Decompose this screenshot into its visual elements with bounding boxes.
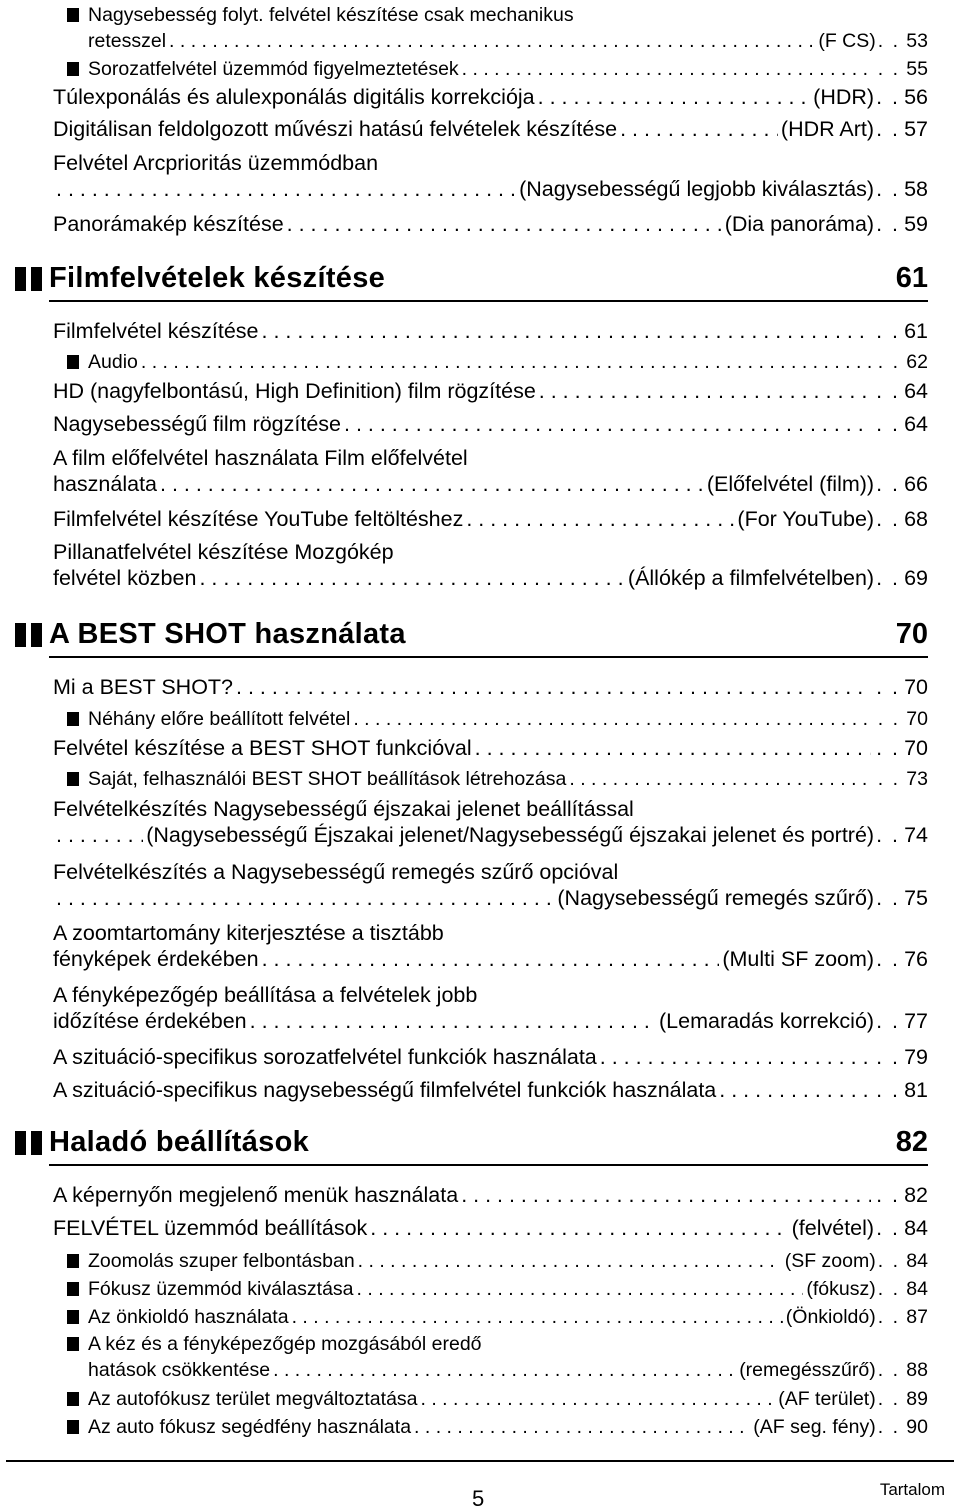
entry-row: [88, 56, 928, 82]
dot-separator: . .: [876, 823, 900, 847]
toc-entry[interactable]: [53, 859, 928, 911]
bullet-square-icon: [67, 62, 79, 76]
entry-tag: (Lemaradás korrekció): [659, 1009, 875, 1033]
entry-row: [88, 1414, 928, 1440]
dot-separator: . .: [877, 708, 900, 730]
toc-subentry[interactable]: [88, 1276, 928, 1302]
entry-tag: (Nagysebességű legjobb kiválasztás): [519, 177, 875, 201]
entry-tag: (Nagysebességű remegés szűrő): [557, 886, 875, 910]
toc-subentry[interactable]: [88, 349, 928, 375]
entry-page-number: 84: [906, 1278, 928, 1300]
bullet-square-icon: [67, 1310, 79, 1324]
section-rule: [49, 300, 928, 302]
dot-separator: . .: [876, 212, 900, 236]
dot-leader: [466, 506, 734, 532]
entry-title: Az auto fókusz segédfény használata: [88, 1416, 412, 1438]
toc-subentry[interactable]: [88, 1414, 928, 1440]
dot-separator: . .: [876, 1183, 900, 1207]
section-title: Haladó beállítások: [49, 1126, 310, 1158]
entry-title: használata: [53, 472, 157, 496]
toc-entry[interactable]: [53, 411, 928, 437]
entry-page-number: 57: [904, 117, 928, 141]
entry-row: [88, 766, 928, 792]
entry-page-number: 64: [904, 412, 928, 436]
entry-row: [53, 822, 928, 848]
entry-title: Filmfelvétel készítése YouTube feltöltéshez: [53, 507, 464, 531]
entry-title: Mi a BEST SHOT?: [53, 675, 234, 699]
dot-leader: [262, 946, 720, 972]
dot-leader: [600, 1044, 871, 1070]
entry-title: A képernyőn megjelenő menük használata: [53, 1183, 459, 1207]
bullet-square-icon: [67, 1254, 79, 1268]
entry-row: [53, 946, 928, 972]
entry-title-line1: Felvételkészítés a Nagysebességű remegés szűrő opcióval: [53, 860, 619, 884]
dot-separator: . .: [876, 379, 900, 403]
entry-title: A szituáció-specifikus nagysebességű filmfelvétel funkciók használata: [53, 1078, 717, 1102]
entry-page-number: 90: [906, 1416, 928, 1438]
entry-row: [88, 349, 928, 375]
toc-entry[interactable]: [53, 318, 928, 344]
entry-tag: (Előfelvétel (film)): [706, 472, 875, 496]
dot-leader: [56, 822, 143, 848]
dot-leader: [56, 885, 554, 911]
bullet-square-icon: [67, 712, 79, 726]
dot-leader: [292, 1304, 783, 1330]
dot-separator: . .: [877, 1250, 900, 1272]
section-header[interactable]: [15, 1128, 928, 1162]
entry-row: [88, 28, 928, 54]
entry-row: [53, 735, 928, 761]
entry-page-number: 88: [906, 1359, 928, 1381]
toc-entry[interactable]: [53, 1215, 928, 1241]
dot-leader: [287, 211, 722, 237]
entry-title: Az autofókusz terület megváltoztatása: [88, 1388, 418, 1410]
dot-leader: [160, 471, 704, 497]
entry-page-number: 61: [904, 319, 928, 343]
dot-leader: [569, 766, 872, 792]
entry-title: időzítése érdekében: [53, 1009, 247, 1033]
toc-entry[interactable]: [53, 1077, 928, 1103]
dot-leader: [357, 1276, 804, 1302]
entry-row: [53, 1182, 928, 1208]
dot-separator: . .: [877, 1416, 900, 1438]
entry-row: [53, 84, 928, 110]
entry-page-number: 70: [904, 675, 928, 699]
entry-page-number: 84: [906, 1250, 928, 1272]
dot-leader: [538, 84, 811, 110]
toc-entry[interactable]: [53, 735, 928, 761]
entry-title: Néhány előre beállított felvétel: [88, 708, 351, 730]
dot-separator: . .: [877, 1359, 900, 1381]
dot-separator: . .: [876, 412, 900, 436]
entry-tag: (HDR Art): [780, 117, 875, 141]
entry-page-number: 69: [904, 566, 928, 590]
entry-title: hatások csökkentése: [88, 1359, 271, 1381]
toc-subentry[interactable]: [88, 1386, 928, 1412]
entry-tag: (Multi SF zoom): [722, 947, 875, 971]
entry-page-number: 73: [906, 768, 928, 790]
dot-leader: [262, 318, 872, 344]
entry-page-number: 74: [904, 823, 928, 847]
entry-page-number: 70: [906, 708, 928, 730]
toc-subentry[interactable]: [88, 1248, 928, 1274]
entry-title: Az önkioldó használata: [88, 1306, 289, 1328]
dot-leader: [199, 565, 624, 591]
entry-page-number: 53: [906, 30, 928, 52]
entry-title: FELVÉTEL üzemmód beállítások: [53, 1216, 368, 1240]
dot-separator: . .: [877, 1278, 900, 1300]
entry-tag: (For YouTube): [737, 507, 875, 531]
entry-title: Panorámakép készítése: [53, 212, 284, 236]
entry-row: [53, 1077, 928, 1103]
dot-leader: [421, 1386, 776, 1412]
entry-tag: (Dia panoráma): [724, 212, 875, 236]
section-page-number: 70: [895, 618, 928, 650]
entry-page-number: 81: [904, 1078, 928, 1102]
entry-tag: (felvétel): [791, 1216, 875, 1240]
entry-row: [53, 318, 928, 344]
entry-row: [88, 706, 928, 732]
entry-tag: (Önkioldó): [785, 1306, 876, 1328]
entry-title: Saját, felhasználói BEST SHOT beállítások létrehozása: [88, 768, 567, 790]
toc-subentry[interactable]: [88, 1304, 928, 1330]
dot-separator: . .: [876, 319, 900, 343]
entry-page-number: 84: [904, 1216, 928, 1240]
toc-entry[interactable]: [53, 506, 928, 532]
entry-title: Sorozatfelvétel üzemmód figyelmeztetések: [88, 58, 459, 80]
entry-title: Túlexponálás és alulexponálás digitális korrekciója: [53, 85, 535, 109]
entry-title: fényképek érdekében: [53, 947, 259, 971]
dot-separator: . .: [877, 351, 900, 373]
dot-separator: . .: [876, 886, 900, 910]
entry-title-line1: Felvételkészítés Nagysebességű éjszakai jelenet beállítással: [53, 797, 634, 821]
entry-row: [53, 565, 928, 591]
dot-leader: [250, 1008, 656, 1034]
bullet-square-icon: [67, 772, 79, 786]
entry-tag: (F CS): [818, 30, 876, 52]
entry-page-number: 79: [904, 1045, 928, 1069]
dot-separator: . .: [877, 30, 900, 52]
dot-leader: [56, 176, 516, 202]
section-rule: [49, 656, 928, 658]
dot-separator: . .: [876, 1045, 900, 1069]
entry-page-number: 59: [904, 212, 928, 236]
toc-entry[interactable]: [53, 674, 928, 700]
toc-entry[interactable]: [53, 796, 928, 848]
bullet-square-icon: [67, 8, 79, 22]
toc-entry[interactable]: [53, 150, 928, 202]
dot-leader: [620, 116, 778, 142]
entry-title-line1: A zoomtartomány kiterjesztése a tisztább: [53, 921, 444, 945]
dot-separator: . .: [876, 1216, 900, 1240]
toc-entry[interactable]: [53, 84, 928, 110]
entry-title: HD (nagyfelbontású, High Definition) film rögzítése: [53, 379, 536, 403]
dot-separator: . .: [877, 58, 900, 80]
dot-separator: . .: [876, 472, 900, 496]
entry-tag: (Nagysebességű Éjszakai jelenet/Nagysebességű éjszakai jelenet és portré): [146, 823, 875, 847]
entry-title-line1: A film előfelvétel használata Film előfelvétel: [53, 446, 468, 470]
entry-title: retesszel: [88, 30, 167, 52]
dot-separator: . .: [876, 947, 900, 971]
entry-title: Nagysebességű film rögzítése: [53, 412, 342, 436]
entry-tag: (HDR): [813, 85, 875, 109]
dot-leader: [273, 1357, 736, 1383]
entry-row: [53, 471, 928, 497]
bullet-square-icon: [67, 355, 79, 369]
entry-tag: (Állókép a filmfelvételben): [627, 566, 875, 590]
bullet-square-icon: [67, 1282, 79, 1296]
footer-rule: [6, 1460, 954, 1462]
entry-title: A szituáció-specifikus sorozatfelvétel funkciók használata: [53, 1045, 597, 1069]
dot-leader: [461, 1182, 871, 1208]
toc-entry[interactable]: [53, 445, 928, 497]
entry-page-number: 56: [904, 85, 928, 109]
dot-leader: [370, 1215, 788, 1241]
section-page-number: 82: [895, 1126, 928, 1158]
entry-row: [53, 885, 928, 911]
entry-title-line1: Felvétel Arcprioritás üzemmódban: [53, 151, 379, 175]
toc-entry[interactable]: [53, 116, 928, 142]
toc-subentry[interactable]: [88, 2, 928, 54]
dot-leader: [462, 56, 873, 82]
entry-page-number: 75: [904, 886, 928, 910]
entry-title: Fókusz üzemmód kiválasztása: [88, 1278, 354, 1300]
entry-tag: (fókusz): [806, 1278, 876, 1300]
entry-page-number: 55: [906, 58, 928, 80]
entry-page-number: 77: [904, 1009, 928, 1033]
dot-leader: [539, 378, 871, 404]
dot-leader: [475, 735, 871, 761]
dot-separator: . .: [876, 1078, 900, 1102]
entry-tag: (SF zoom): [784, 1250, 876, 1272]
dot-leader: [719, 1077, 871, 1103]
toc-entry[interactable]: [53, 920, 928, 972]
dot-leader: [414, 1414, 750, 1440]
bullet-square-icon: [67, 1337, 79, 1351]
entry-title: Audio: [88, 351, 138, 373]
dot-separator: . .: [876, 177, 900, 201]
entry-title: Digitálisan feldolgozott művészi hatású felvételek készítése: [53, 117, 618, 141]
dot-leader: [141, 349, 873, 375]
dot-leader: [358, 1248, 782, 1274]
entry-row: [88, 1304, 928, 1330]
entry-title: Felvétel készítése a BEST SHOT funkcióval: [53, 736, 472, 760]
section-header[interactable]: [15, 620, 928, 654]
entry-row: [53, 506, 928, 532]
dot-separator: . .: [876, 736, 900, 760]
entry-tag: (AF seg. fény): [753, 1416, 876, 1438]
entry-row: [53, 378, 928, 404]
toc-subentry[interactable]: [88, 706, 928, 732]
dot-leader: [344, 411, 871, 437]
footer-label: Tartalom: [879, 1480, 945, 1499]
entry-title: Filmfelvétel készítése: [53, 319, 259, 343]
entry-row: [53, 1044, 928, 1070]
dot-separator: . .: [876, 85, 900, 109]
entry-row: [53, 116, 928, 142]
entry-title-line1: Nagysebesség folyt. felvétel készítése csak mechanikus: [88, 4, 574, 26]
toc-entry[interactable]: [53, 1182, 928, 1208]
toc-subentry[interactable]: [88, 766, 928, 792]
entry-page-number: 58: [904, 177, 928, 201]
entry-tag: (remegésszűrő): [739, 1359, 876, 1381]
entry-row: [53, 176, 928, 202]
entry-row: [88, 1357, 928, 1383]
toc-entry[interactable]: [53, 539, 928, 591]
entry-page-number: 66: [904, 472, 928, 496]
entry-row: [53, 411, 928, 437]
entry-page-number: 76: [904, 947, 928, 971]
section-title: A BEST SHOT használata: [49, 618, 406, 650]
toc-entry[interactable]: [53, 211, 928, 237]
bullet-square-icon: [67, 1392, 79, 1406]
dot-leader: [353, 706, 872, 732]
entry-title: felvétel közben: [53, 566, 197, 590]
entry-page-number: 68: [904, 507, 928, 531]
bullet-square-icon: [67, 1420, 79, 1434]
page-number: 5: [472, 1486, 485, 1511]
entry-row: [53, 1008, 928, 1034]
toc-entry[interactable]: [53, 378, 928, 404]
dot-separator: . .: [876, 1009, 900, 1033]
entry-row: [53, 211, 928, 237]
entry-page-number: 89: [906, 1388, 928, 1410]
dot-separator: . .: [876, 566, 900, 590]
entry-tag: (AF terület): [778, 1388, 876, 1410]
entry-page-number: 64: [904, 379, 928, 403]
section-header[interactable]: [15, 264, 928, 298]
entry-row: [88, 1276, 928, 1302]
entry-page-number: 62: [906, 351, 928, 373]
entry-row: [88, 1248, 928, 1274]
entry-page-number: 70: [904, 736, 928, 760]
entry-title-line1: Pillanatfelvétel készítése Mozgókép: [53, 540, 394, 564]
section-page-number: 61: [895, 262, 928, 294]
dot-leader: [169, 28, 815, 54]
toc-subentry[interactable]: [88, 56, 928, 82]
entry-row: [88, 1386, 928, 1412]
dot-leader: [236, 674, 871, 700]
entry-title-line1: A kéz és a fényképezőgép mozgásából eredő: [88, 1333, 482, 1355]
dot-separator: . .: [877, 768, 900, 790]
dot-separator: . .: [876, 117, 900, 141]
dot-separator: . .: [876, 675, 900, 699]
dot-separator: . .: [877, 1306, 900, 1328]
dot-separator: . .: [876, 507, 900, 531]
entry-title-line1: A fényképezőgép beállítása a felvételek jobb: [53, 983, 478, 1007]
entry-page-number: 87: [906, 1306, 928, 1328]
entry-page-number: 82: [904, 1183, 928, 1207]
section-title: Filmfelvételek készítése: [49, 262, 386, 294]
toc-subentry[interactable]: [88, 1331, 928, 1383]
dot-separator: . .: [877, 1388, 900, 1410]
section-rule: [49, 1164, 928, 1166]
toc-entry[interactable]: [53, 1044, 928, 1070]
toc-entry[interactable]: [53, 982, 928, 1034]
entry-row: [53, 1215, 928, 1241]
entry-title: Zoomolás szuper felbontásban: [88, 1250, 355, 1272]
entry-row: [53, 674, 928, 700]
